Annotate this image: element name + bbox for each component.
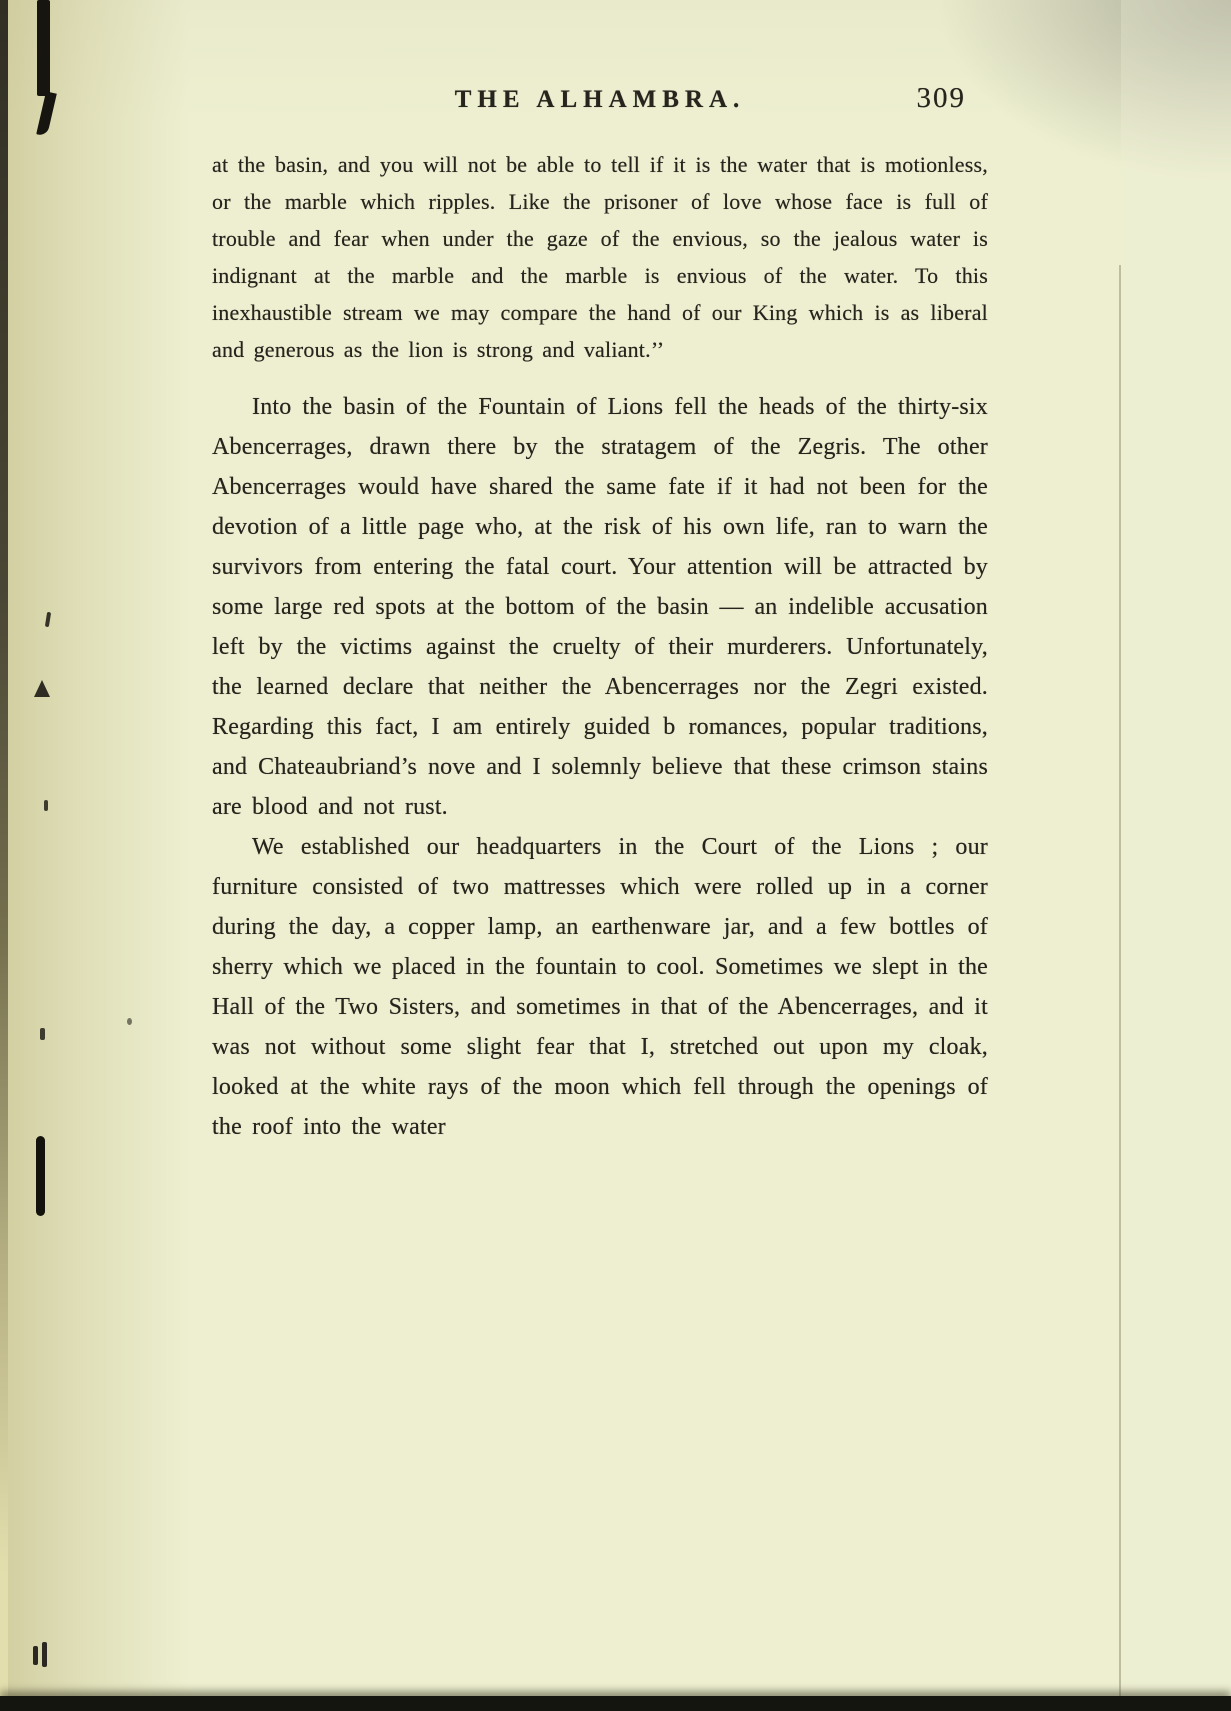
binding-edge-shadow [0, 0, 8, 1711]
ink-mark-top-bar [37, 0, 50, 96]
body-text [212, 146, 988, 1147]
ink-mark-tick-1 [45, 612, 51, 627]
page-edge-crease [1119, 265, 1121, 1711]
ink-mark-dot [127, 1018, 132, 1025]
running-title: THE ALHAMBRA. [454, 86, 746, 113]
ink-mark-double-2 [42, 1642, 47, 1667]
ink-mark-caret [34, 680, 50, 697]
ink-mark-top-hook [36, 91, 57, 136]
page-header [212, 82, 988, 126]
page-number: 309 [916, 82, 966, 114]
paragraph-fountain-of-lions: Into the basin of the Fountain of Lions fell the heads of the thirty-six Abencerrages, drawn there by the stratagem of the Zegris. The other Abencerrages would have shared the same fate if it had not been for the devotion of a little page who, at the risk of his own life, ran to warn the survivors from entering the fatal court. Your attention will be attracted by some large red spots at the bottom of the basin — an indelible accusation left by the victims against the cruelty of their murderers. Unfortunately, the learned declare that neither the Abencerrages nor the Zegri existed. Regarding this fact, I am entirely guided b romances, popular traditions, and Chateaubriand’s nove and I solemnly believe that these crimson stains are blood and not rust. [212, 394, 988, 820]
ink-mark-tick-3 [40, 1028, 45, 1040]
paragraph-headquarters: We established our headquarters in the Court of the Lions ; our furniture consisted of two mattresses which were rolled up in a corner during the day, a copper lamp, an earthenware jar, and a few bottles of sherry which we placed in the fountain to cool. Sometimes we slept in the Hall of the Two Sisters, and sometimes in that of the Abencerrages, and it was not without some slight fear that I, stretched out upon my cloak, looked at the white rays of the moon which fell through the openings of the roof into the water [212, 834, 988, 1140]
page-edge-tint [1121, 0, 1231, 1711]
scan-bottom-shadow [0, 1696, 1231, 1711]
paragraph-quote-continuation: at the basin, and you will not be able to tell if it is the water that is motionless, or the marble which ripples. Like the prisoner of love whose face is full of trouble and fear when under the gaze of the envious, so the jealous water is indignant at the marble and the marble is envious of the water. To this inexhaustible stream we may compare the hand of our King which is as liberal and generous as the lion is strong and valiant.’’ [212, 152, 988, 362]
ink-mark-double-1 [33, 1646, 38, 1665]
ink-mark-blob [36, 1136, 45, 1216]
ink-mark-tick-2 [44, 800, 48, 811]
